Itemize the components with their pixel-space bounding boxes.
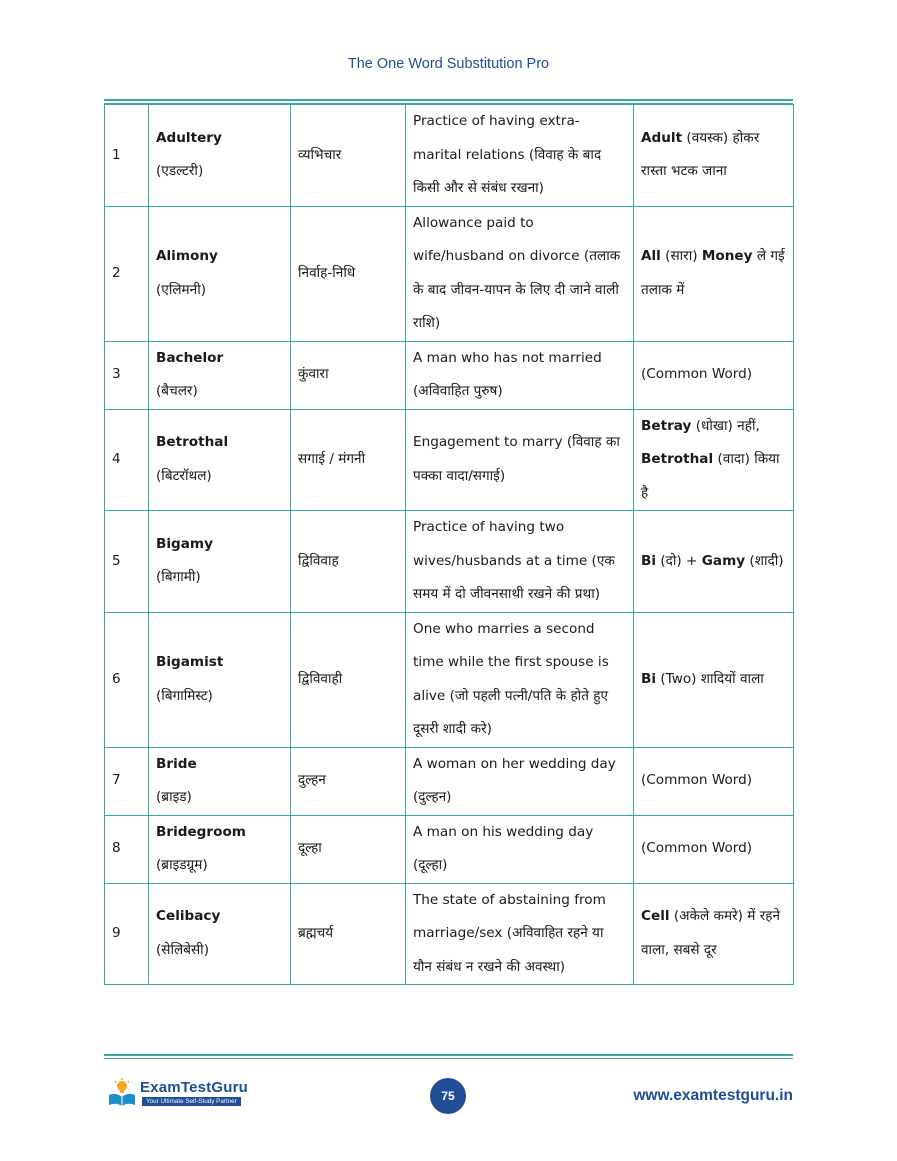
memory-trick bbox=[634, 341, 794, 409]
trick-part: (दो) + bbox=[656, 552, 702, 569]
definition: Engagement to marry (विवाह का पक्का वादा/सगाई) bbox=[406, 409, 634, 511]
definition: One who marries a second time while the first spouse is alive (जो पहली पत्नी/पति के होते हुए दूसरी शादी करे) bbox=[406, 612, 634, 747]
definition: Practice of having extra-marital relations (विवाह के बाद किसी और से संबंध रखना) bbox=[406, 105, 634, 207]
row-number: 9 bbox=[105, 883, 149, 985]
trick-part: Bi bbox=[641, 552, 657, 569]
definition: A man who has not married (अविवाहित पुरुष) bbox=[406, 341, 634, 409]
trick-part: (धोखा) नहीं, bbox=[691, 417, 760, 434]
trick-part: (Common Word) bbox=[641, 772, 753, 789]
word-pronunciation: (बिटरॉथल) bbox=[156, 467, 212, 484]
row-number: 4 bbox=[105, 409, 149, 511]
word-english: Bigamy bbox=[156, 535, 213, 552]
word-english: Bigamist bbox=[156, 654, 224, 670]
trick-part: (वादा) किया है bbox=[641, 451, 780, 501]
definition: A woman on her wedding day (दुल्हन) bbox=[406, 747, 634, 815]
trick-part: (सारा) bbox=[660, 248, 702, 264]
word-cell bbox=[149, 511, 291, 613]
trick-part: Adult bbox=[641, 129, 683, 146]
word-pronunciation: (ब्राइडग्रूम) bbox=[156, 857, 208, 873]
word-cell bbox=[149, 883, 291, 985]
word-pronunciation: (बिगामिस्ट) bbox=[156, 687, 213, 704]
memory-trick bbox=[634, 206, 794, 341]
row-number: 6 bbox=[105, 612, 149, 747]
word-table-body bbox=[105, 105, 794, 985]
trick-part: (वयस्क) होकर रास्ता भटक जाना bbox=[641, 129, 760, 180]
definition: A man on his wedding day (दूल्हा) bbox=[406, 815, 634, 883]
page-header-title: The One Word Substitution Pro bbox=[347, 56, 550, 72]
logo-name: ExamTestGuru bbox=[140, 1079, 248, 1096]
word-cell bbox=[149, 341, 291, 409]
word-english: Adultery bbox=[156, 129, 222, 146]
row-number: 2 bbox=[105, 206, 149, 341]
word-english: Bachelor bbox=[156, 349, 224, 366]
memory-trick bbox=[634, 815, 794, 883]
hindi-meaning: दूल्हा bbox=[291, 815, 406, 883]
row-number: 5 bbox=[105, 511, 149, 613]
trick-part: (शादी) bbox=[745, 552, 784, 569]
trick-part: (Common Word) bbox=[641, 840, 753, 857]
row-number: 8 bbox=[105, 815, 149, 883]
table-row bbox=[105, 511, 794, 613]
trick-part: Betrothal bbox=[641, 451, 714, 467]
table-row bbox=[105, 409, 794, 511]
memory-trick bbox=[634, 883, 794, 985]
memory-trick bbox=[634, 612, 794, 747]
word-pronunciation: (सेलिबेसी) bbox=[156, 941, 210, 958]
word-english: Celibacy bbox=[156, 908, 221, 925]
trick-part: Gamy bbox=[701, 552, 746, 569]
hindi-meaning: सगाई / मंगनी bbox=[291, 409, 406, 511]
trick-part: (Common Word) bbox=[641, 366, 753, 383]
table-row bbox=[105, 612, 794, 747]
hindi-meaning: द्विविवाही bbox=[291, 612, 406, 747]
word-pronunciation: (एडल्टरी) bbox=[156, 163, 204, 180]
row-number: 7 bbox=[105, 747, 149, 815]
table-row bbox=[105, 206, 794, 341]
website-link[interactable]: www.examtestguru.in bbox=[633, 1087, 793, 1104]
memory-trick bbox=[634, 511, 794, 613]
word-english: Bridegroom bbox=[156, 823, 246, 840]
word-pronunciation: (ब्राइड) bbox=[156, 789, 192, 805]
word-cell bbox=[149, 815, 291, 883]
memory-trick bbox=[634, 747, 794, 815]
trick-part: ले गई तलाक में bbox=[641, 248, 785, 298]
footer-rule-thin bbox=[104, 1058, 793, 1059]
hindi-meaning: ब्रह्मचर्य bbox=[291, 883, 406, 985]
word-cell bbox=[149, 747, 291, 815]
word-table bbox=[104, 104, 794, 985]
logo-tagline: Your Ultimate Self-Study Partner bbox=[142, 1097, 241, 1106]
trick-part: Betray bbox=[641, 417, 692, 434]
word-cell bbox=[149, 612, 291, 747]
hindi-meaning: कुंवारा bbox=[291, 341, 406, 409]
memory-trick bbox=[634, 409, 794, 511]
memory-trick bbox=[634, 105, 794, 207]
definition: Practice of having two wives/husbands at a time (एक समय में दो जीवनसाथी रखने की प्रथा) bbox=[406, 511, 634, 613]
trick-part: Cell bbox=[641, 908, 670, 925]
row-number: 1 bbox=[105, 105, 149, 207]
word-english: Betrothal bbox=[156, 434, 229, 451]
hindi-meaning: द्विविवाह bbox=[291, 511, 406, 613]
book-lightbulb-icon bbox=[106, 1078, 138, 1108]
table-row bbox=[105, 747, 794, 815]
hindi-meaning: निर्वाह-निधि bbox=[291, 206, 406, 341]
trick-part: (Two) शादियों वाला bbox=[656, 670, 764, 687]
trick-part: (अकेले कमरे) में रहने वाला, सबसे दूर bbox=[641, 908, 781, 958]
brand-logo[interactable] bbox=[106, 1078, 256, 1108]
definition: The state of abstaining from marriage/sex (अविवाहित रहने या यौन संबंध न रखने की अवस्था) bbox=[406, 883, 634, 985]
trick-part: Money bbox=[701, 248, 753, 264]
hindi-meaning: दुल्हन bbox=[291, 747, 406, 815]
definition: Allowance paid to wife/husband on divorce (तलाक के बाद जीवन-यापन के लिए दी जाने वाली राशि) bbox=[406, 206, 634, 341]
table-row bbox=[105, 105, 794, 207]
trick-part: Bi bbox=[641, 670, 657, 687]
word-english: Alimony bbox=[156, 248, 218, 264]
word-pronunciation: (बैचलर) bbox=[156, 383, 198, 399]
page-number-badge: 75 bbox=[430, 1078, 466, 1114]
word-cell bbox=[149, 409, 291, 511]
table-row bbox=[105, 341, 794, 409]
table-row bbox=[105, 883, 794, 985]
hindi-meaning: व्यभिचार bbox=[291, 105, 406, 207]
footer-rule bbox=[104, 1054, 793, 1056]
trick-part: All bbox=[641, 248, 661, 264]
word-pronunciation: (एलिमनी) bbox=[156, 281, 207, 298]
word-english: Bride bbox=[156, 755, 197, 772]
row-number: 3 bbox=[105, 341, 149, 409]
header-rule bbox=[104, 99, 793, 101]
word-cell bbox=[149, 206, 291, 341]
table-row bbox=[105, 815, 794, 883]
word-cell bbox=[149, 105, 291, 207]
word-pronunciation: (बिगामी) bbox=[156, 569, 201, 586]
